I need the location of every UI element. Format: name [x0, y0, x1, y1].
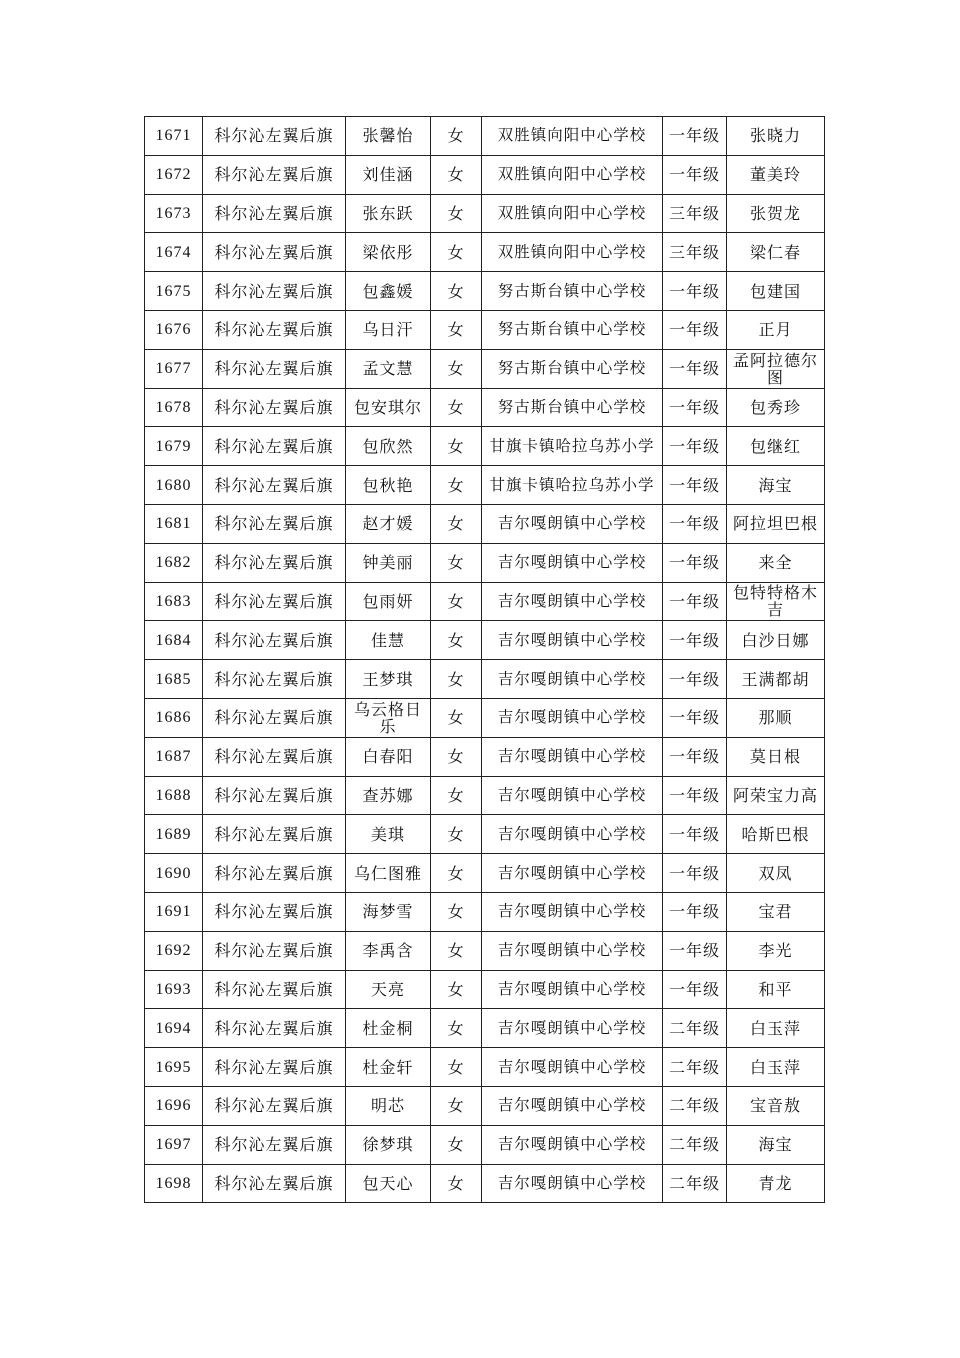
- cell-student-name: 徐梦琪: [346, 1125, 431, 1164]
- cell-county: 科尔沁左翼后旗: [203, 1048, 346, 1087]
- cell-county: 科尔沁左翼后旗: [203, 272, 346, 311]
- cell-grade: 一年级: [663, 698, 727, 737]
- cell-county: 科尔沁左翼后旗: [203, 582, 346, 621]
- cell-grade: 一年级: [663, 155, 727, 194]
- cell-gender: 女: [431, 233, 482, 272]
- table-row: [145, 388, 825, 427]
- table-row: [145, 504, 825, 543]
- cell-gender: 女: [431, 621, 482, 660]
- cell-gender: 女: [431, 1125, 482, 1164]
- cell-number: 1686: [145, 698, 203, 737]
- cell-grade: 一年级: [663, 427, 727, 466]
- table-row: [145, 931, 825, 970]
- cell-gender: 女: [431, 892, 482, 931]
- cell-student-name: 孟文慧: [346, 349, 431, 388]
- cell-grade: 一年级: [663, 970, 727, 1009]
- cell-grade: 一年级: [663, 621, 727, 660]
- cell-grade: 一年级: [663, 582, 727, 621]
- cell-teacher: 海宝: [727, 1125, 825, 1164]
- cell-school: 努古斯台镇中心学校: [482, 310, 663, 349]
- cell-teacher: 孟阿拉德尔图: [727, 349, 825, 388]
- cell-gender: 女: [431, 272, 482, 311]
- cell-county: 科尔沁左翼后旗: [203, 504, 346, 543]
- cell-county: 科尔沁左翼后旗: [203, 194, 346, 233]
- cell-school: 吉尔嘎朗镇中心学校: [482, 660, 663, 699]
- cell-student-name: 张馨怡: [346, 117, 431, 156]
- cell-county: 科尔沁左翼后旗: [203, 310, 346, 349]
- cell-school: 吉尔嘎朗镇中心学校: [482, 892, 663, 931]
- cell-student-name: 海梦雪: [346, 892, 431, 931]
- cell-number: 1688: [145, 776, 203, 815]
- cell-teacher: 包继红: [727, 427, 825, 466]
- table-row: [145, 233, 825, 272]
- cell-school: 吉尔嘎朗镇中心学校: [482, 582, 663, 621]
- table-row: [145, 466, 825, 505]
- table-row: [145, 117, 825, 156]
- cell-school: 吉尔嘎朗镇中心学校: [482, 621, 663, 660]
- cell-grade: 二年级: [663, 1009, 727, 1048]
- cell-number: 1697: [145, 1125, 203, 1164]
- cell-grade: 一年级: [663, 466, 727, 505]
- cell-student-name: 包鑫媛: [346, 272, 431, 311]
- cell-gender: 女: [431, 388, 482, 427]
- cell-teacher: 包特特格木吉: [727, 582, 825, 621]
- cell-teacher: 双凤: [727, 854, 825, 893]
- cell-grade: 一年级: [663, 892, 727, 931]
- cell-gender: 女: [431, 155, 482, 194]
- cell-student-name: 白春阳: [346, 737, 431, 776]
- cell-student-name: 杜金桐: [346, 1009, 431, 1048]
- cell-county: 科尔沁左翼后旗: [203, 621, 346, 660]
- cell-student-name: 乌仁图雅: [346, 854, 431, 893]
- cell-school: 吉尔嘎朗镇中心学校: [482, 1009, 663, 1048]
- table-row: [145, 776, 825, 815]
- cell-grade: 一年级: [663, 776, 727, 815]
- table-row: [145, 737, 825, 776]
- cell-school: 吉尔嘎朗镇中心学校: [482, 1164, 663, 1203]
- cell-student-name: 张东跃: [346, 194, 431, 233]
- cell-teacher: 那顺: [727, 698, 825, 737]
- cell-school: 努古斯台镇中心学校: [482, 388, 663, 427]
- cell-student-name: 包秋艳: [346, 466, 431, 505]
- cell-school: 吉尔嘎朗镇中心学校: [482, 737, 663, 776]
- cell-number: 1690: [145, 854, 203, 893]
- cell-teacher: 阿荣宝力高: [727, 776, 825, 815]
- cell-grade: 一年级: [663, 388, 727, 427]
- cell-number: 1694: [145, 1009, 203, 1048]
- cell-grade: 一年级: [663, 543, 727, 582]
- cell-number: 1680: [145, 466, 203, 505]
- table-row: [145, 815, 825, 854]
- cell-teacher: 白玉萍: [727, 1009, 825, 1048]
- cell-gender: 女: [431, 349, 482, 388]
- cell-teacher: 白玉萍: [727, 1048, 825, 1087]
- cell-county: 科尔沁左翼后旗: [203, 1086, 346, 1125]
- cell-number: 1675: [145, 272, 203, 311]
- cell-school: 努古斯台镇中心学校: [482, 349, 663, 388]
- table-row: [145, 310, 825, 349]
- cell-number: 1681: [145, 504, 203, 543]
- cell-grade: 三年级: [663, 194, 727, 233]
- cell-school: 吉尔嘎朗镇中心学校: [482, 698, 663, 737]
- cell-grade: 一年级: [663, 815, 727, 854]
- cell-teacher: 李光: [727, 931, 825, 970]
- cell-teacher: 梁仁春: [727, 233, 825, 272]
- cell-school: 吉尔嘎朗镇中心学校: [482, 1125, 663, 1164]
- cell-student-name: 天亮: [346, 970, 431, 1009]
- cell-grade: 一年级: [663, 310, 727, 349]
- cell-teacher: 宝音敖: [727, 1086, 825, 1125]
- cell-number: 1687: [145, 737, 203, 776]
- cell-number: 1682: [145, 543, 203, 582]
- cell-gender: 女: [431, 931, 482, 970]
- table-row: [145, 1125, 825, 1164]
- table-row: [145, 427, 825, 466]
- cell-student-name: 包安琪尔: [346, 388, 431, 427]
- cell-gender: 女: [431, 1086, 482, 1125]
- cell-gender: 女: [431, 543, 482, 582]
- cell-number: 1684: [145, 621, 203, 660]
- cell-number: 1692: [145, 931, 203, 970]
- cell-gender: 女: [431, 466, 482, 505]
- cell-teacher: 青龙: [727, 1164, 825, 1203]
- cell-grade: 一年级: [663, 349, 727, 388]
- cell-county: 科尔沁左翼后旗: [203, 737, 346, 776]
- table-row: [145, 698, 825, 737]
- cell-number: 1695: [145, 1048, 203, 1087]
- cell-number: 1673: [145, 194, 203, 233]
- table-row: [145, 970, 825, 1009]
- cell-school: 吉尔嘎朗镇中心学校: [482, 1086, 663, 1125]
- cell-student-name: 李禹含: [346, 931, 431, 970]
- cell-county: 科尔沁左翼后旗: [203, 349, 346, 388]
- cell-county: 科尔沁左翼后旗: [203, 815, 346, 854]
- cell-school: 吉尔嘎朗镇中心学校: [482, 815, 663, 854]
- cell-student-name: 包天心: [346, 1164, 431, 1203]
- cell-grade: 一年级: [663, 117, 727, 156]
- cell-gender: 女: [431, 1048, 482, 1087]
- cell-gender: 女: [431, 504, 482, 543]
- table-row: [145, 272, 825, 311]
- cell-school: 双胜镇向阳中心学校: [482, 155, 663, 194]
- cell-teacher: 哈斯巴根: [727, 815, 825, 854]
- cell-student-name: 包雨妍: [346, 582, 431, 621]
- cell-gender: 女: [431, 854, 482, 893]
- table-row: [145, 582, 825, 621]
- cell-grade: 二年级: [663, 1086, 727, 1125]
- cell-school: 吉尔嘎朗镇中心学校: [482, 854, 663, 893]
- cell-gender: 女: [431, 427, 482, 466]
- cell-grade: 一年级: [663, 931, 727, 970]
- cell-student-name: 赵才媛: [346, 504, 431, 543]
- cell-school: 吉尔嘎朗镇中心学校: [482, 504, 663, 543]
- table-row: [145, 1048, 825, 1087]
- cell-teacher: 董美玲: [727, 155, 825, 194]
- cell-school: 甘旗卡镇哈拉乌苏小学: [482, 427, 663, 466]
- cell-number: 1698: [145, 1164, 203, 1203]
- cell-teacher: 包建国: [727, 272, 825, 311]
- cell-school: 甘旗卡镇哈拉乌苏小学: [482, 466, 663, 505]
- cell-grade: 一年级: [663, 504, 727, 543]
- roster-body: [145, 117, 825, 1203]
- cell-gender: 女: [431, 698, 482, 737]
- cell-student-name: 乌云格日乐: [346, 698, 431, 737]
- cell-teacher: 莫日根: [727, 737, 825, 776]
- cell-school: 吉尔嘎朗镇中心学校: [482, 1048, 663, 1087]
- cell-student-name: 杜金轩: [346, 1048, 431, 1087]
- cell-teacher: 阿拉坦巴根: [727, 504, 825, 543]
- cell-student-name: 明芯: [346, 1086, 431, 1125]
- cell-county: 科尔沁左翼后旗: [203, 660, 346, 699]
- table-row: [145, 194, 825, 233]
- table-row: [145, 892, 825, 931]
- cell-school: 吉尔嘎朗镇中心学校: [482, 970, 663, 1009]
- cell-number: 1677: [145, 349, 203, 388]
- cell-teacher: 白沙日娜: [727, 621, 825, 660]
- cell-teacher: 宝君: [727, 892, 825, 931]
- cell-county: 科尔沁左翼后旗: [203, 117, 346, 156]
- cell-student-name: 王梦琪: [346, 660, 431, 699]
- cell-number: 1693: [145, 970, 203, 1009]
- cell-student-name: 梁依彤: [346, 233, 431, 272]
- cell-teacher: 包秀珍: [727, 388, 825, 427]
- cell-county: 科尔沁左翼后旗: [203, 931, 346, 970]
- cell-gender: 女: [431, 815, 482, 854]
- cell-school: 双胜镇向阳中心学校: [482, 117, 663, 156]
- cell-grade: 一年级: [663, 272, 727, 311]
- cell-teacher: 正月: [727, 310, 825, 349]
- cell-county: 科尔沁左翼后旗: [203, 854, 346, 893]
- cell-number: 1676: [145, 310, 203, 349]
- cell-number: 1683: [145, 582, 203, 621]
- cell-gender: 女: [431, 970, 482, 1009]
- cell-grade: 一年级: [663, 660, 727, 699]
- cell-gender: 女: [431, 310, 482, 349]
- cell-student-name: 美琪: [346, 815, 431, 854]
- cell-student-name: 查苏娜: [346, 776, 431, 815]
- cell-school: 努古斯台镇中心学校: [482, 272, 663, 311]
- cell-teacher: 张晓力: [727, 117, 825, 156]
- cell-county: 科尔沁左翼后旗: [203, 970, 346, 1009]
- cell-county: 科尔沁左翼后旗: [203, 466, 346, 505]
- cell-county: 科尔沁左翼后旗: [203, 543, 346, 582]
- cell-county: 科尔沁左翼后旗: [203, 1009, 346, 1048]
- cell-school: 吉尔嘎朗镇中心学校: [482, 931, 663, 970]
- table-row: [145, 1086, 825, 1125]
- table-row: [145, 349, 825, 388]
- cell-grade: 二年级: [663, 1048, 727, 1087]
- cell-county: 科尔沁左翼后旗: [203, 233, 346, 272]
- cell-county: 科尔沁左翼后旗: [203, 1125, 346, 1164]
- cell-teacher: 海宝: [727, 466, 825, 505]
- cell-number: 1671: [145, 117, 203, 156]
- table-row: [145, 1164, 825, 1203]
- table-row: [145, 155, 825, 194]
- cell-county: 科尔沁左翼后旗: [203, 892, 346, 931]
- cell-county: 科尔沁左翼后旗: [203, 1164, 346, 1203]
- cell-number: 1679: [145, 427, 203, 466]
- cell-number: 1689: [145, 815, 203, 854]
- cell-county: 科尔沁左翼后旗: [203, 776, 346, 815]
- cell-student-name: 钟美丽: [346, 543, 431, 582]
- cell-grade: 二年级: [663, 1125, 727, 1164]
- cell-gender: 女: [431, 1009, 482, 1048]
- table-row: [145, 660, 825, 699]
- cell-gender: 女: [431, 582, 482, 621]
- cell-student-name: 刘佳涵: [346, 155, 431, 194]
- cell-grade: 一年级: [663, 737, 727, 776]
- cell-gender: 女: [431, 776, 482, 815]
- cell-school: 双胜镇向阳中心学校: [482, 194, 663, 233]
- cell-grade: 一年级: [663, 854, 727, 893]
- cell-gender: 女: [431, 117, 482, 156]
- cell-county: 科尔沁左翼后旗: [203, 698, 346, 737]
- table-row: [145, 1009, 825, 1048]
- cell-student-name: 包欣然: [346, 427, 431, 466]
- cell-number: 1674: [145, 233, 203, 272]
- cell-school: 吉尔嘎朗镇中心学校: [482, 543, 663, 582]
- cell-county: 科尔沁左翼后旗: [203, 388, 346, 427]
- cell-gender: 女: [431, 1164, 482, 1203]
- cell-grade: 三年级: [663, 233, 727, 272]
- cell-number: 1685: [145, 660, 203, 699]
- cell-number: 1691: [145, 892, 203, 931]
- cell-number: 1696: [145, 1086, 203, 1125]
- cell-student-name: 乌日汗: [346, 310, 431, 349]
- cell-number: 1672: [145, 155, 203, 194]
- cell-grade: 二年级: [663, 1164, 727, 1203]
- cell-teacher: 和平: [727, 970, 825, 1009]
- cell-teacher: 来全: [727, 543, 825, 582]
- cell-student-name: 佳慧: [346, 621, 431, 660]
- cell-gender: 女: [431, 660, 482, 699]
- cell-county: 科尔沁左翼后旗: [203, 155, 346, 194]
- cell-school: 吉尔嘎朗镇中心学校: [482, 776, 663, 815]
- cell-school: 双胜镇向阳中心学校: [482, 233, 663, 272]
- cell-gender: 女: [431, 737, 482, 776]
- cell-gender: 女: [431, 194, 482, 233]
- cell-teacher: 张贺龙: [727, 194, 825, 233]
- cell-county: 科尔沁左翼后旗: [203, 427, 346, 466]
- cell-teacher: 王满都胡: [727, 660, 825, 699]
- table-row: [145, 854, 825, 893]
- table-row: [145, 621, 825, 660]
- roster-table: [144, 116, 825, 1203]
- table-row: [145, 543, 825, 582]
- cell-number: 1678: [145, 388, 203, 427]
